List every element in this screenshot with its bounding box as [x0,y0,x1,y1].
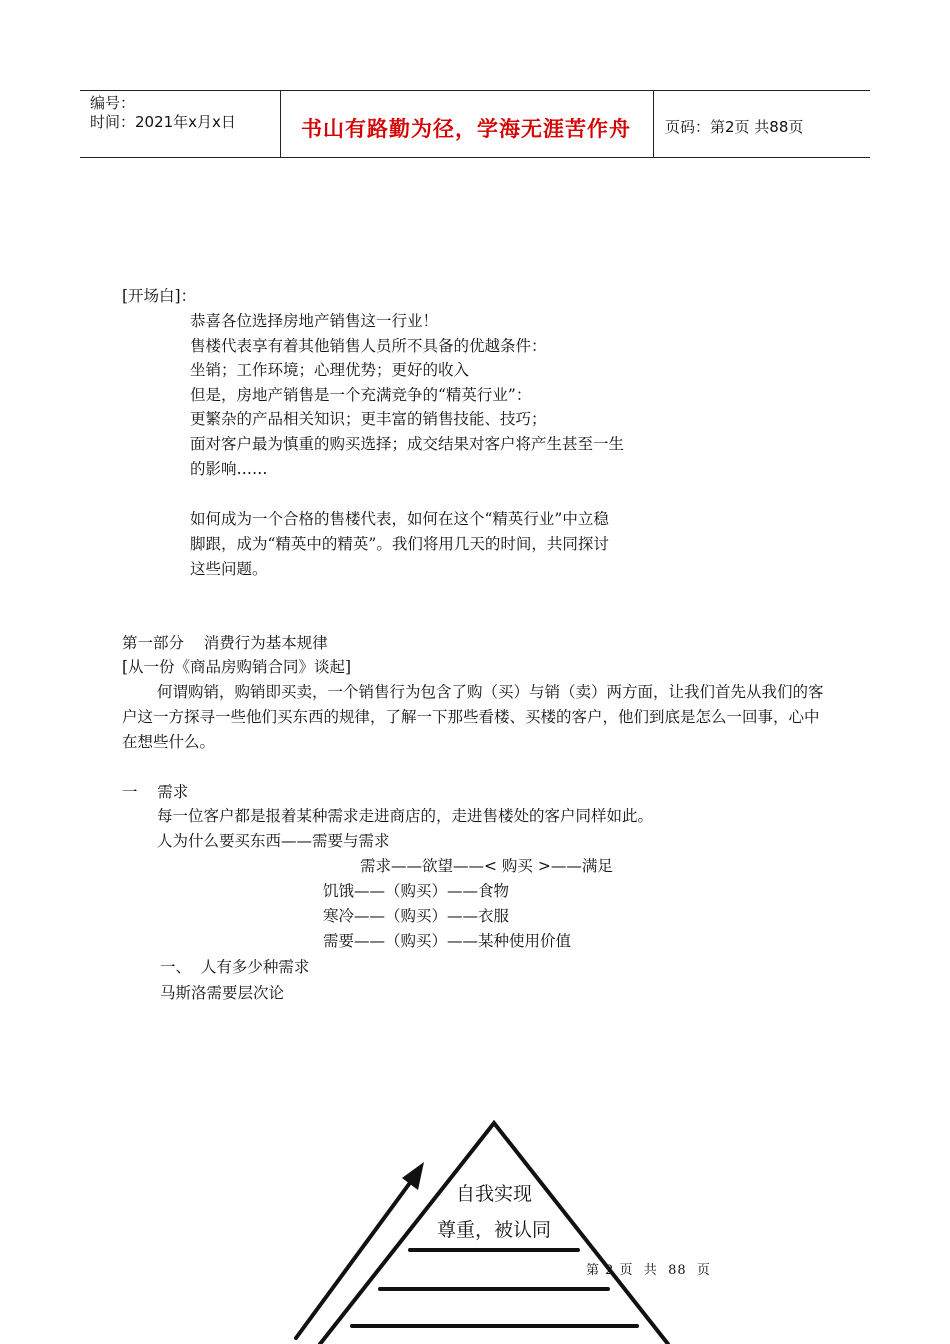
header-time-label: 时间：2021年x月x日 [90,113,236,131]
intro-line: 这些问题。 [190,560,268,578]
maslow-heading: 马斯洛需要层次论 [160,984,285,1002]
needs-example: 需要——（购买）——某种使用价值 [323,932,572,950]
part1-subtitle: [从一份《商品房购销合同》谈起] [122,658,352,676]
header-motto: 书山有路勤为径，学海无涯苦作舟 [301,117,631,141]
intro-line: 但是，房地产销售是一个充满竞争的“精英行业”： [190,386,532,404]
intro-line: 脚跟，成为“精英中的精英”。我们将用几天的时间，共同探讨 [190,535,609,553]
pyramid-level-self-actualization: 自我实现 [456,1183,533,1205]
needs-formula: 需求——欲望——< 购买 >——满足 [360,857,613,875]
section1-heading: 一 需求 [122,783,189,801]
intro-line: 的影响…… [190,460,268,478]
intro-line: 恭喜各位选择房地产销售这一行业！ [190,312,439,330]
section1-line: 每一位客户都是报着某种需求走进商店的，走进售楼处的客户同样如此。 [157,807,654,825]
section1-line: 人为什么要买东西——需要与需求 [157,832,390,850]
intro-line: 如何成为一个合格的售楼代表，如何在这个“精英行业”中立稳 [190,510,609,528]
intro-line: 更繁杂的产品相关知识；更丰富的销售技能、技巧； [190,410,547,428]
intro-heading: [开场白]： [122,287,197,305]
growth-arrow-shaft [296,1180,412,1338]
needs-example: 饥饿——（购买）——食物 [323,882,510,900]
pyramid-level-esteem: 尊重，被认同 [437,1219,552,1241]
footer-page-number: 第 2 页 共 88 页 [586,1263,711,1278]
part1-paragraph: 何谓购销，购销即买卖，一个销售行为包含了购（买）与销（卖）两方面，让我们首先从我们的客户这一方探寻一些他们买东西的规律，了解一下那些看楼、买楼的客户，他们到底是怎么一回事，心中在想些什么。 [122,683,824,751]
intro-line: 坐销；工作环境；心理优势；更好的收入 [190,361,470,379]
intro-line: 面对客户最为慎重的购买选择；成交结果对客户将产生甚至一生 [190,435,625,453]
section1-subheading: 一、 人有多少种需求 [160,958,310,976]
header-page-label: 页码：第2页 共88页 [665,118,804,136]
needs-example: 寒冷——（购买）——衣服 [323,907,510,925]
part1-title: 第一部分 消费行为基本规律 [122,634,328,652]
intro-line: 售楼代表享有着其他销售人员所不具备的优越条件： [190,337,547,355]
header-number-label: 编号： [90,94,136,112]
